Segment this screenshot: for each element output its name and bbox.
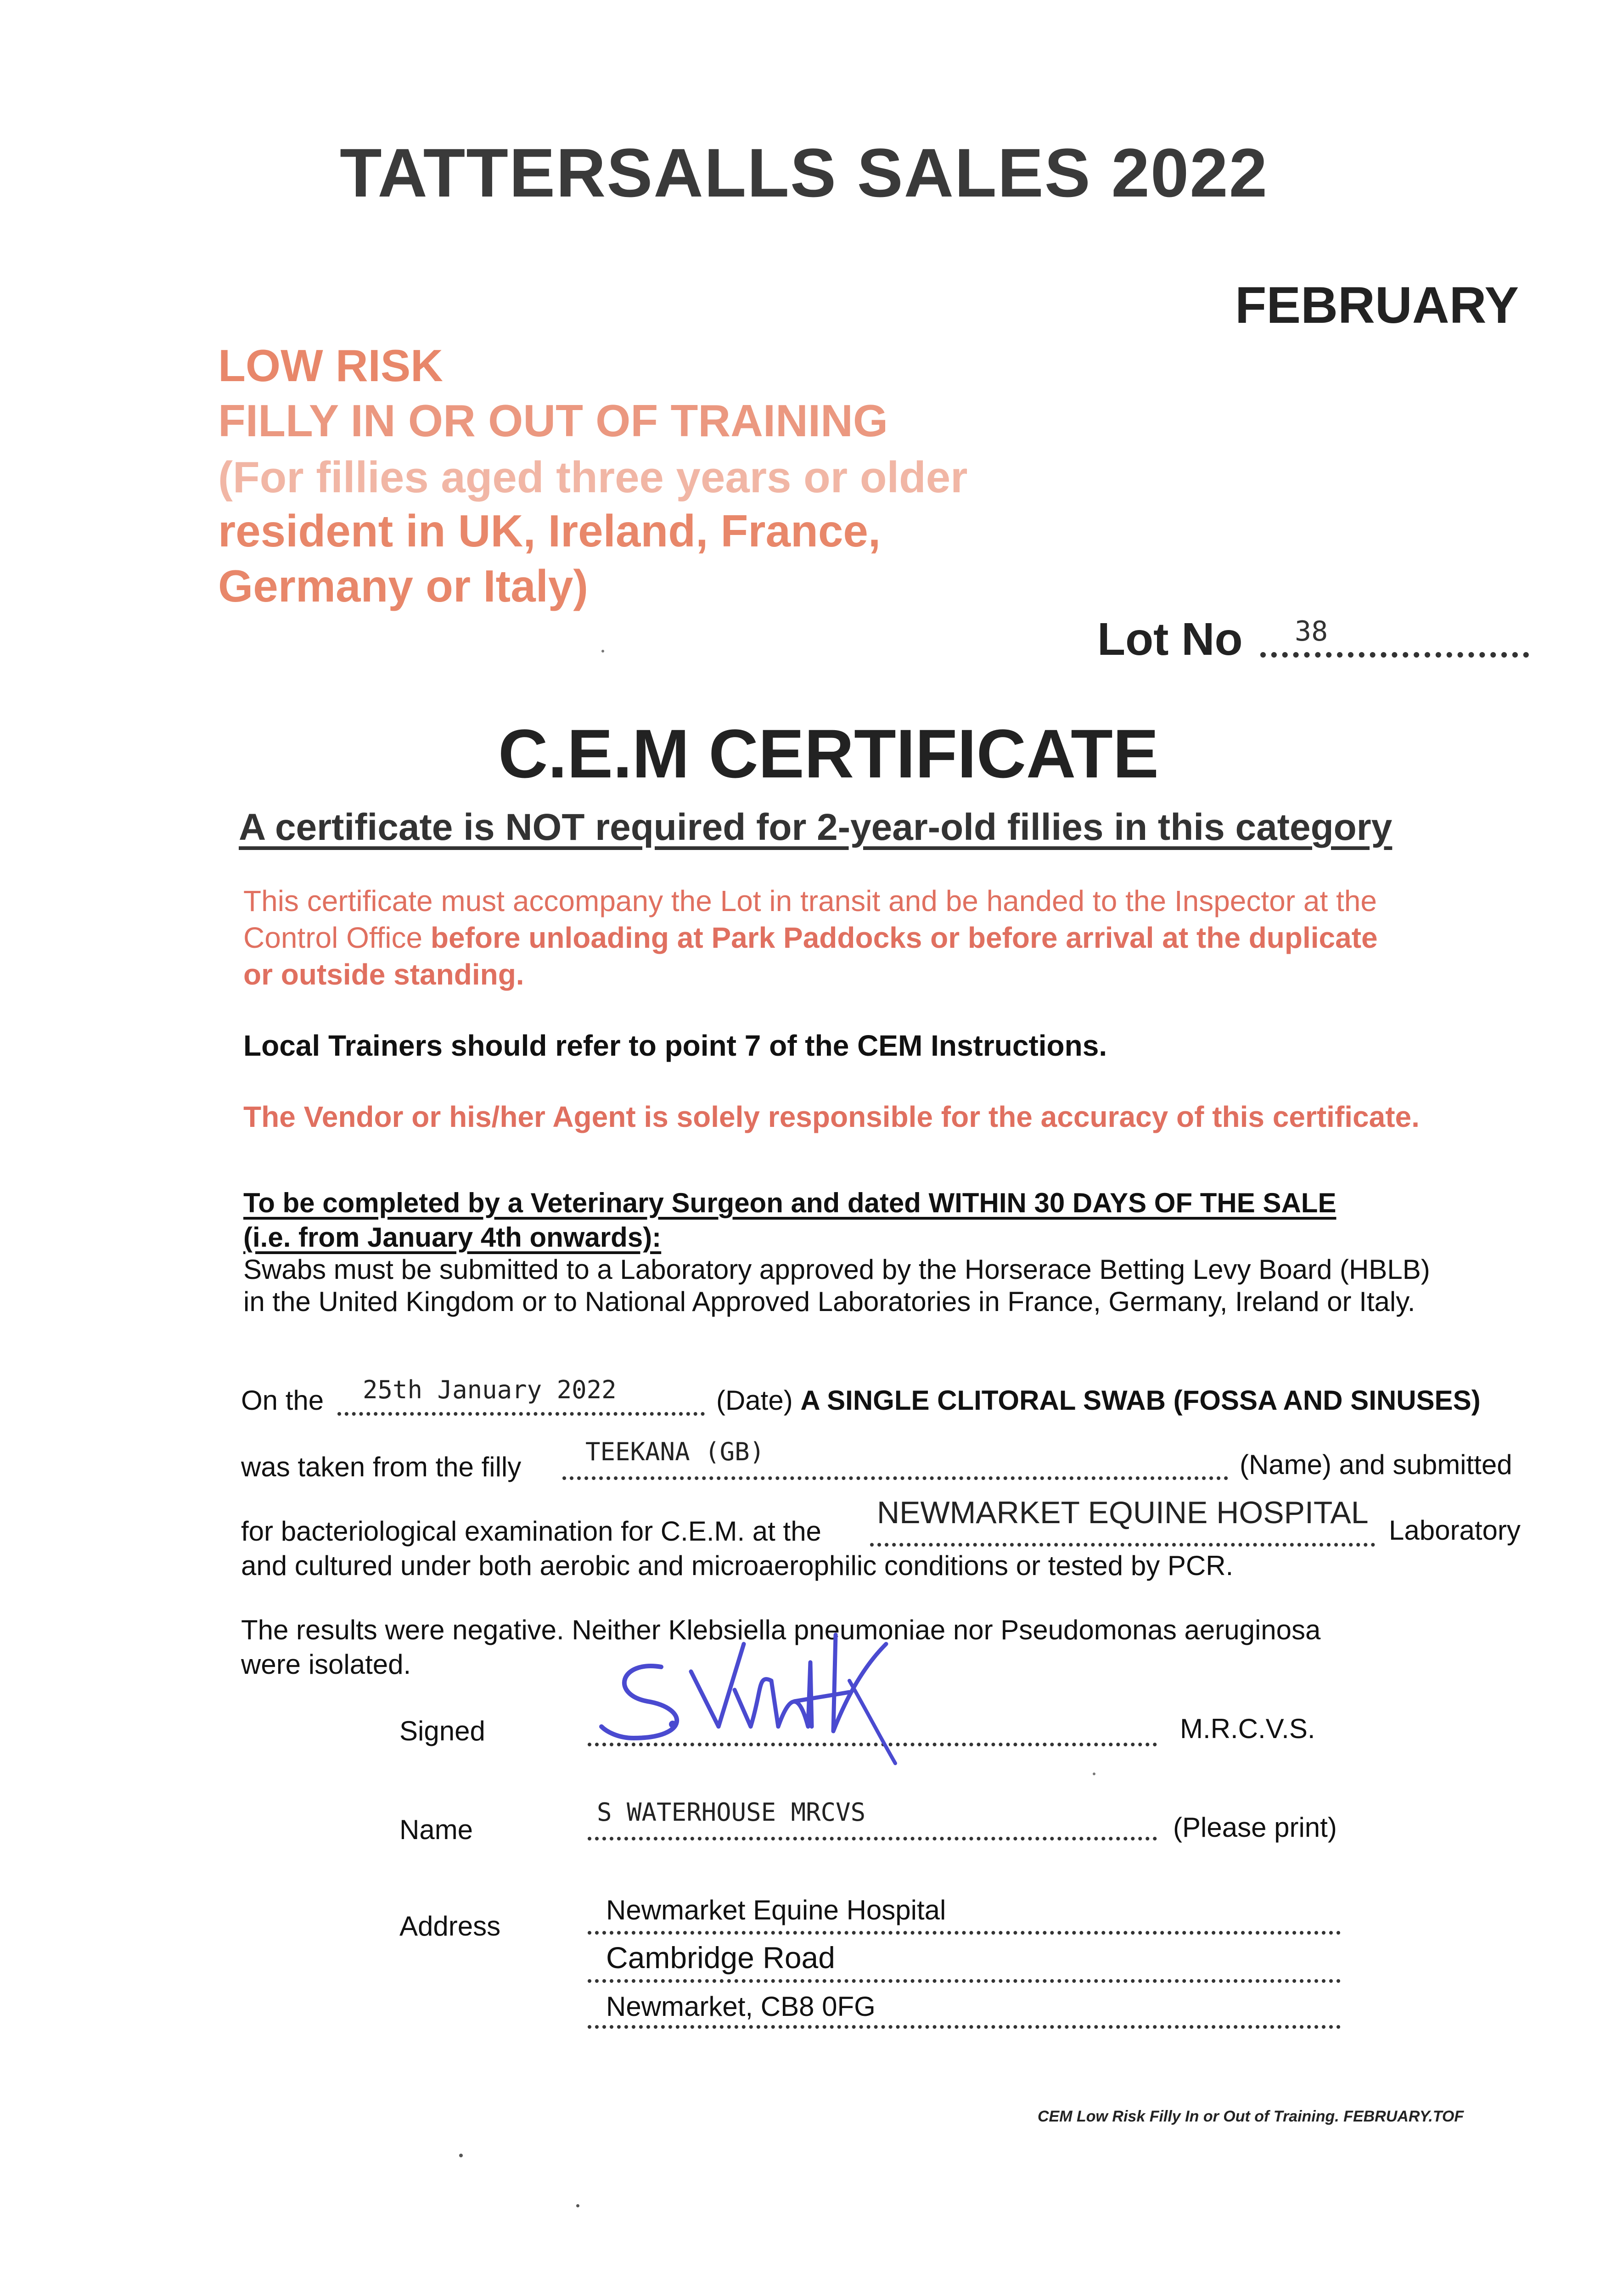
filly-name-suffix: (Name) and submitted	[1240, 1449, 1512, 1480]
transit-notice-line1: This certificate must accompany the Lot in transit and be handed to the Inspector at the	[243, 884, 1377, 917]
certificate-title: C.E.M CERTIFICATE	[498, 715, 1159, 792]
lot-number-value[interactable]: 38	[1295, 615, 1328, 647]
footer-reference: CEM Low Risk Filly In or Out of Training. FEBRUARY.TOF	[1038, 2108, 1464, 2125]
signed-label: Signed	[399, 1716, 485, 1746]
document-title: TATTERSALLS SALES 2022	[340, 134, 1269, 211]
lot-dotted-line	[1260, 652, 1529, 658]
scan-speck	[601, 650, 604, 653]
signed-suffix: M.R.C.V.S.	[1180, 1713, 1315, 1744]
scan-speck	[576, 2204, 579, 2207]
category-line-risk: LOW RISK	[218, 340, 443, 391]
sale-month: FEBRUARY	[1235, 276, 1519, 334]
category-line-resident: resident in UK, Ireland, France,	[218, 506, 881, 556]
instructions-body-line2: in the United Kingdom or to National Approved Laboratories in France, Germany, Ireland or Italy.	[243, 1286, 1415, 1317]
vendor-responsibility-notice: The Vendor or his/her Agent is solely responsible for the accuracy of this certificate.	[243, 1100, 1420, 1133]
results-line1: The results were negative. Neither Klebsiella pneumoniae nor Pseudomonas aeruginosa	[241, 1615, 1321, 1645]
on-the-label: On the	[241, 1385, 324, 1416]
address-line1-value[interactable]: Newmarket Equine Hospital	[606, 1895, 946, 1925]
category-line-countries: Germany or Italy)	[218, 561, 589, 611]
signature-image[interactable]	[592, 1616, 923, 1768]
instructions-heading-line2: (i.e. from January 4th onwards):	[243, 1222, 662, 1253]
examination-label: for bacteriological examination for C.E.M. at the	[241, 1516, 821, 1547]
filly-dotted-line	[562, 1476, 1228, 1480]
filly-name-value[interactable]: TEEKANA (GB)	[585, 1437, 765, 1466]
address-line2-dotted	[588, 1979, 1341, 1983]
name-dotted-line	[588, 1837, 1157, 1840]
scan-speck	[1093, 1773, 1095, 1775]
address-line2-value[interactable]: Cambridge Road	[606, 1941, 835, 1975]
laboratory-name-value[interactable]: NEWMARKET EQUINE HOSPITAL	[877, 1495, 1369, 1530]
name-label: Name	[399, 1814, 473, 1845]
date-label: (Date)	[716, 1385, 801, 1416]
address-label: Address	[399, 1911, 501, 1941]
swab-date-value[interactable]: 25th January 2022	[363, 1375, 617, 1404]
transit-notice-control-office: Control Office	[243, 921, 431, 954]
address-line3-value[interactable]: Newmarket, CB8 0FG	[606, 1991, 876, 2022]
laboratory-suffix: Laboratory	[1389, 1515, 1521, 1546]
address-line3-dotted	[588, 2025, 1341, 2029]
category-line-training: FILLY IN OR OUT OF TRAINING	[218, 395, 888, 446]
transit-notice-before-unloading: before unloading at Park Paddocks or before arrival at the duplicate	[430, 921, 1378, 954]
results-line2: were isolated.	[241, 1649, 411, 1680]
name-suffix: (Please print)	[1173, 1812, 1337, 1843]
lot-label: Lot No	[1097, 613, 1243, 665]
category-line-age: (For fillies aged three years or older	[218, 453, 968, 502]
cultured-text: and cultured under both aerobic and microaerophilic conditions or tested by PCR.	[241, 1550, 1234, 1581]
date-dotted-line	[337, 1412, 705, 1416]
instructions-body-line1: Swabs must be submitted to a Laboratory approved by the Horserace Betting Levy Board (HBLB)	[243, 1254, 1430, 1285]
scan-speck	[459, 2154, 463, 2157]
transit-notice-line2	[243, 921, 1378, 955]
certificate-subtitle: A certificate is NOT required for 2-year-old fillies in this category	[239, 806, 1393, 848]
instructions-heading-line1: To be completed by a Veterinary Surgeon and dated WITHIN 30 DAYS OF THE SALE	[243, 1187, 1337, 1218]
vet-name-value[interactable]: S WATERHOUSE MRCVS	[597, 1798, 866, 1827]
date-suffix	[716, 1384, 1481, 1416]
single-clitoral-swab-text: A SINGLE CLITORAL SWAB (FOSSA AND SINUSES)	[800, 1385, 1481, 1416]
lab-dotted-line	[870, 1543, 1375, 1547]
taken-from-label: was taken from the filly	[241, 1452, 522, 1482]
transit-notice-line3: or outside standing.	[243, 958, 524, 991]
local-trainers-notice: Local Trainers should refer to point 7 of the CEM Instructions.	[243, 1029, 1107, 1062]
address-line1-dotted	[588, 1931, 1341, 1935]
